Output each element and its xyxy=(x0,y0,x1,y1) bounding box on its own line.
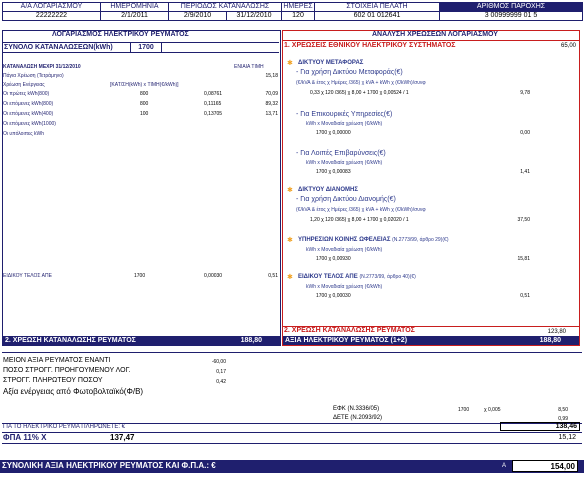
energy-row-kwh: 800 xyxy=(140,91,149,97)
left-footer-bar xyxy=(3,336,280,345)
left-footer-label: 2. ΧΡΕΩΣΗ ΚΑΤΑΝΑΛΩΣΗΣ ΡΕΥΜΑΤΟΣ xyxy=(5,337,136,344)
distribution-formula: (€/kVA & έτος χ Ημέρες /365) χ kVA + kWh χ (€/kWh)/συνφ xyxy=(296,207,426,213)
public-values: 1700 χ 0,00930 xyxy=(316,256,351,262)
grand-total-marker: A xyxy=(502,463,507,469)
vat-label: ΦΠΑ 11% Χ xyxy=(3,433,47,442)
left-footer-value: 188,80 xyxy=(240,337,262,344)
distribution-values: 1,20 χ 120 /365) χ 8,00 + 1700 χ 0,02020 / 1 xyxy=(310,217,409,223)
special-fee-price: 0,00030 xyxy=(204,273,223,279)
comms-sub: - Για Επικουρικές Υπηρεσίες(€) xyxy=(296,111,393,118)
bottom-row-value: 0,17 xyxy=(216,369,226,375)
energy-row-label: Οι υπόλοιπες kWh xyxy=(3,131,45,137)
energy-row-value: 70,09 xyxy=(265,91,278,97)
public-formula: kWh x Μοναδιαία χρέωση (€/kWh) xyxy=(306,247,383,253)
header-col-date: ΗΜΕΡΟΜΗΝΙΑ xyxy=(101,3,169,12)
grand-total-value: 154,00 xyxy=(512,460,578,472)
header-col-customer: ΣΤΟΙΧΕΙΑ ΠΕΛΑΤΗ xyxy=(315,3,440,12)
energy-row-label: Οι επόμενες kWh(1000) xyxy=(3,121,56,127)
res-title: ΕΙΔΙΚΟΥ ΤΕΛΟΣ ΑΠΕ xyxy=(298,274,358,280)
header-val-period-from: 2/9/2010 xyxy=(169,12,227,21)
comms-result: 0,00 xyxy=(520,130,530,136)
left-total-label: ΣΥΝΟΛΟ ΚΑΤΑΝΑΛΩΣΕΩΝ(kWh) xyxy=(4,44,113,51)
grand-total-label: ΣΥΝΟΛΙΚΗ ΑΞΙΑ ΗΛΕΚΤΡΙΚΟΥ ΡΕΥΜΑΤΟΣ ΚΑΙ Φ.Π.Α.: € xyxy=(2,461,216,470)
energy-row-value: 89,32 xyxy=(265,101,278,107)
left-title: ΛΟΓΑΡΙΑΣΜΟΣ ΗΛΕΚΤΡΙΚΟΥ ΡΕΥΜΑΤΟΣ xyxy=(52,31,189,38)
header-col-account: Α/Α ΛΟΓΑΡΙΑΣΜΟΥ xyxy=(3,3,101,12)
efk-value: 8,50 xyxy=(558,407,568,413)
transport-sub: - Για χρήση Δικτύου Μεταφοράς(€) xyxy=(296,69,403,76)
res-title-line xyxy=(298,274,416,280)
energy-row-price: 0,13705 xyxy=(204,111,223,117)
efk-label: ΕΦΚ (Ν.3336/05) xyxy=(333,406,380,412)
header-val-period-to: 31/12/2010 xyxy=(227,12,282,21)
res-law: (Ν.2773/99, άρθρο 40)(€) xyxy=(359,274,416,280)
bottom-row-value: -60,00 xyxy=(211,359,226,365)
efk-rate: χ 0,005 xyxy=(484,407,501,413)
header-val-date: 2/1/2011 xyxy=(101,12,169,21)
energy-row-value: 13,71 xyxy=(265,111,278,117)
section2-value: 123,80 xyxy=(547,329,566,335)
public-title-line xyxy=(298,237,448,243)
special-fee-label: ΕΙΔΙΚΟΥ ΤΕΛΟΣ ΑΠΕ xyxy=(3,273,52,279)
vat-bottom-rule xyxy=(2,443,582,444)
comms-formula: kWh x Μοναδιαία χρέωση (€/kWh) xyxy=(306,121,383,127)
header-col-days: ΗΜΕΡΕΣ xyxy=(283,3,313,10)
bottom-row-label: ΜΕΙΟΝ ΑΞΙΑ ΡΕΥΜΑΤΟΣ ΕΝΑΝΤΙ xyxy=(3,357,111,364)
res-result: 0,51 xyxy=(520,293,530,299)
energy-row-price: 0,08761 xyxy=(204,91,223,97)
right-total-label: ΑΞΙΑ ΗΛΕΚΤΡΙΚΟΥ ΡΕΥΜΑΤΟΣ (1+2) xyxy=(285,337,408,344)
energy-row-label: Οι επόμενες kWh(800) xyxy=(3,101,54,107)
transport-formula: (€/kVA & έτος χ Ημέρες /365) χ kVA + kWh χ (€/kWh)/συνφ xyxy=(296,80,426,86)
transport-title: ΔΙΚΤΥΟΥ ΜΕΤΑΦΟΡΑΣ xyxy=(298,60,364,66)
public-law: (Ν.2773/99, άρθρο 29)(€) xyxy=(392,237,449,243)
energy-row-label: Οι επόμενες kWh(400) xyxy=(3,111,54,117)
vat-base: 137,47 xyxy=(110,433,135,442)
right-total-value: 188,80 xyxy=(539,337,561,344)
energy-formula: [ΚΑΤ/ΣΗ(kWh) x ΤΙΜΗ(€/kWh)] xyxy=(110,82,179,88)
special-fee-value: 0,51 xyxy=(268,273,278,279)
res-values: 1700 χ 0,00030 xyxy=(316,293,351,299)
left-total-bar xyxy=(3,42,279,53)
energy-row-price: 0,11165 xyxy=(204,101,222,107)
other-formula: kWh x Μοναδιαία χρέωση (€/kWh) xyxy=(306,160,383,166)
energy-label: Χρέωση Ενέργειας xyxy=(3,82,45,88)
other-sub: - Για Λοιπές Επιβαρύνσεις(€) xyxy=(296,150,386,157)
distribution-sub: - Για χρήση Δικτύου Διανομής(€) xyxy=(296,196,396,203)
dete-value: 0,99 xyxy=(558,416,568,422)
section1-label: 1. ΧΡΕΩΣΕΙΣ ΕΘΝΙΚΟΥ ΗΛΕΚΤΡΙΚΟΥ ΣΥΣΤΗΜΑΤΟΣ xyxy=(284,42,456,49)
bullet-star-icon: ✱ xyxy=(287,60,293,67)
public-result: 15,81 xyxy=(517,256,530,262)
public-title: ΥΠΗΡΕΣΙΩΝ ΚΟΙΝΗΣ ΩΦΕΛΕΙΑΣ xyxy=(298,237,391,243)
bottom-row-label: ΠΟΣΟ ΣΤΡΟΓΓ. ΠΡΟΗΓΟΥΜΕΝΟΥ ΛΟΓ. xyxy=(3,367,131,374)
header-val-account: 22222222 xyxy=(3,12,101,21)
bullet-star-icon: ✱ xyxy=(287,237,293,244)
bullet-star-icon: ✱ xyxy=(287,274,293,281)
header-col-supply: ΑΡΙΘΜΟΣ ΠΑΡΟΧΗΣ xyxy=(440,3,583,12)
consumption-until: ΚΑΤΑΝΑΛΩΣΗ ΜΕΧΡΙ 31/12/2010 xyxy=(3,64,81,70)
other-result: 1,41 xyxy=(520,169,530,175)
dete-label: ΔΕΤΕ (Ν.2093/92) xyxy=(333,415,383,421)
bottom-top-rule xyxy=(2,352,582,353)
section2-label: 2. ΧΡΕΩΣΗ ΚΑΤΑΝΑΛΩΣΗΣ ΡΕΥΜΑΤΟΣ xyxy=(284,327,415,334)
header-table xyxy=(2,2,583,21)
distribution-result: 37,50 xyxy=(517,217,530,223)
distribution-title: ΔΙΚΤΥΟΥ ΔΙΑΝΟΜΗΣ xyxy=(298,187,358,193)
pv-label: Αξία ενέργειας από Φωτοβολταϊκό(Φ/Β) xyxy=(3,387,144,396)
header-col-period: ΠΕΡΙΟΔΟΣ ΚΑΤΑΝΑΛΩΣΗΣ xyxy=(169,3,282,12)
fixed-charge-label: Πάγια Χρέωση (Τετράμηνο) xyxy=(3,73,64,79)
energy-row-kwh: 100 xyxy=(140,111,149,117)
right-total-bar xyxy=(283,336,579,345)
unit-price-label: ΕΝΙΑΙΑ ΤΙΜΗ xyxy=(234,64,264,70)
bottom-row-value: 0,42 xyxy=(216,379,226,385)
payable-label: ΓΙΑ ΤΟ ΗΛΕΚΤΡΙΚΟ ΡΕΥΜΑ ΠΛΗΡΩΝΕΤΕ: € xyxy=(3,424,126,430)
section1-value: 65,00 xyxy=(560,43,576,49)
energy-row-kwh: 800 xyxy=(140,101,149,107)
bullet-star-icon: ✱ xyxy=(287,187,293,194)
efk-kwh: 1700 xyxy=(458,407,470,413)
right-title-rule xyxy=(283,40,579,41)
left-total-value: 1700 xyxy=(130,42,162,53)
transport-values: 0,33 χ 120 /365) χ 8,00 + 1700 χ 0,00524 / 1 xyxy=(310,90,409,96)
header-val-supply: 3 00999999 01 5 xyxy=(440,12,583,21)
payable-value: 138,46 xyxy=(500,422,580,431)
special-fee-kwh: 1700 xyxy=(134,273,146,279)
header-val-customer: 602 01 012641 xyxy=(315,12,440,21)
other-values: 1700 χ 0,00083 xyxy=(316,169,351,175)
header-val-days: 120 xyxy=(282,12,315,21)
transport-result: 9,78 xyxy=(520,90,530,96)
vat-rule xyxy=(2,432,582,433)
fixed-charge-value: 15,18 xyxy=(265,73,278,79)
res-formula: kWh x Μοναδιαία χρέωση (€/kWh) xyxy=(306,284,383,290)
energy-row-label: Οι πρώτες kWh(800) xyxy=(3,91,50,97)
bottom-row-label: ΣΤΡΟΓΓ. ΠΛΗΡΩΤΕΟΥ ΠΟΣΟΥ xyxy=(3,377,103,384)
vat-value: 15,12 xyxy=(558,434,576,441)
comms-values: 1700 χ 0,00000 xyxy=(316,130,351,136)
right-title: ΑΝΑΛΥΣΗ ΧΡΕΩΣΕΩΝ ΛΟΓΑΡΙΑΣΜΟΥ xyxy=(372,31,498,38)
grand-total-bar xyxy=(0,460,584,473)
